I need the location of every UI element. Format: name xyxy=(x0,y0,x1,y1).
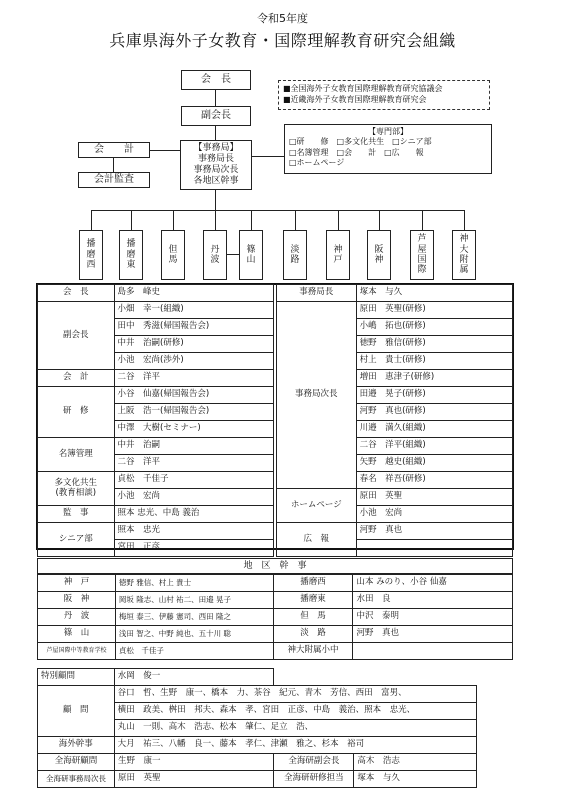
district-row xyxy=(38,592,513,609)
officer-name: 塚本 与久 xyxy=(356,285,512,302)
officer-name: 小池 宏尚 xyxy=(356,506,512,523)
officer-row xyxy=(38,472,274,489)
district-name: 播磨西 xyxy=(273,575,353,592)
officer-name: 二谷 洋平(組織) xyxy=(356,438,512,455)
specialist-row: □ホームページ xyxy=(289,158,345,168)
overseas-label: 海外幹事 xyxy=(38,737,115,754)
vice-president-box: 副会長 xyxy=(181,106,251,126)
advisors-table xyxy=(37,685,477,754)
officer-name: 中井 治嗣(研修) xyxy=(114,336,273,353)
officer-role: 会 長 xyxy=(38,285,115,302)
officer-name: 小谷 仙嘉(帰国報告会) xyxy=(114,387,273,404)
officer-name: 矢野 越史(組織) xyxy=(356,455,512,472)
special-advisor-table xyxy=(37,668,274,686)
secretariat-line: 各地区幹事 xyxy=(193,175,239,186)
secretariat-line: 事務局長 xyxy=(197,154,234,165)
national-role-name: 生野 康一 xyxy=(114,754,273,771)
officer-role: シニア部 xyxy=(38,523,115,557)
officer-name: 徳野 雅信(研修) xyxy=(356,336,512,353)
officer-name: 中井 治嗣 xyxy=(114,438,273,455)
officer-name: 照本 忠光 xyxy=(114,523,273,540)
officer-row xyxy=(277,285,513,302)
district-row xyxy=(38,609,513,626)
district-name: 丹 波 xyxy=(38,609,116,626)
district-name: 但 馬 xyxy=(273,609,353,626)
officer-name: 中澤 大樹(セミナー) xyxy=(114,421,273,438)
branch-tajima: 但 馬 xyxy=(161,230,185,280)
officer-name: 小池 宏尚(渉外) xyxy=(114,353,273,370)
officer-name: 照本 忠光、中島 義治 xyxy=(114,506,273,523)
branch-harima-east: 播 磨 東 xyxy=(119,230,143,280)
branch-ashiya-kokusai: 芦 屋 国 際 xyxy=(410,230,434,280)
advisor-row: 横田 政美、桝田 邦夫、森本 孝、宮田 正彦、中島 義治、照本 忠光、 xyxy=(114,703,476,720)
district-name: 阪 神 xyxy=(38,592,116,609)
officer-name: 上阪 浩一(帰国報告会) xyxy=(114,404,273,421)
officer-role: 会 計 xyxy=(38,370,115,387)
district-name: 播磨東 xyxy=(273,592,353,609)
officer-name: 村上 貴士(研修) xyxy=(356,353,512,370)
officer-row xyxy=(277,302,513,319)
auditor-box: 会計監査 xyxy=(78,172,150,188)
special-advisor-name: 水岡 俊一 xyxy=(114,669,273,686)
specialist-row: □研 修 □多文化共生 □シニア部 xyxy=(289,137,432,147)
officer-name: 河野 真也 xyxy=(356,523,512,540)
specialist-row: □名簿管理 □会 計 □広 報 xyxy=(289,147,424,157)
officer-role: 多文化共生 (教育相談) xyxy=(38,472,115,506)
officer-name: 川邉 満久(組織) xyxy=(356,421,512,438)
officer-row xyxy=(38,370,274,387)
officer-role: 名簿管理 xyxy=(38,438,115,472)
officer-name: 原田 英聖(研修) xyxy=(356,302,512,319)
national-role-name: 高木 浩志 xyxy=(354,754,477,771)
district-officers: 水田 良 xyxy=(353,592,513,609)
secretariat-line: 事務局次長 xyxy=(193,165,239,175)
officer-row xyxy=(277,489,513,506)
officer-row xyxy=(277,523,513,540)
national-role-label: 全海研事務局次長 xyxy=(38,771,115,788)
officer-role: 研 修 xyxy=(38,387,115,438)
officer-name: 増田 恵津子(研修) xyxy=(356,370,512,387)
officer-name: 小嶋 拓也(研修) xyxy=(356,319,512,336)
officer-row xyxy=(38,302,274,319)
officer-row xyxy=(38,506,274,523)
officer-name: 貞松 千佳子 xyxy=(114,472,273,489)
officer-name: 小池 宏尚 xyxy=(114,489,273,506)
district-name: 神大附属小中 xyxy=(273,643,353,660)
district-table xyxy=(37,574,513,660)
affiliation-item: ■全国海外子女教育国際理解教育研究協議会 xyxy=(283,84,443,93)
officer-name: 河野 真也(研修) xyxy=(356,404,512,421)
district-officers: 徳野 雅信、村上 貴士 xyxy=(115,575,273,592)
secretariat-box xyxy=(180,140,252,190)
officers-left-table xyxy=(37,284,274,557)
officer-name: 島多 峰史 xyxy=(114,285,273,302)
branch-shindai-fuzoku: 神 大 附 属 xyxy=(452,230,476,280)
special-advisor-label: 特別顧問 xyxy=(38,669,115,686)
national-role-name: 原田 英聖 xyxy=(114,771,273,788)
specialist-box xyxy=(284,124,492,174)
district-title: 地 区 幹 事 xyxy=(37,558,513,574)
specialist-title: 【専門部】 xyxy=(368,127,408,136)
secretariat-line: 【事務局】 xyxy=(193,143,239,154)
branch-kobe: 神 戸 xyxy=(326,230,350,280)
branch-awaji: 淡 路 xyxy=(283,230,307,280)
national-roles-table xyxy=(37,753,477,788)
affiliations-box xyxy=(278,80,490,110)
district-officers: 浅田 智之、中野 純也、五十川 聡 xyxy=(115,626,273,643)
officer-role: 副会長 xyxy=(38,302,115,370)
advisor-label: 顧 問 xyxy=(38,686,115,737)
officer-role: 広 報 xyxy=(277,523,357,557)
district-officers: 中沢 泰明 xyxy=(353,609,513,626)
officer-row xyxy=(38,523,274,540)
national-role-label: 全海研研修担当 xyxy=(274,771,354,788)
officer-name: 春名 祥吾(研修) xyxy=(356,472,512,489)
officer-role: ホームページ xyxy=(277,489,357,523)
district-name: 淡 路 xyxy=(273,626,353,643)
district-name: 芦屋国際中等教育学校 xyxy=(38,643,116,660)
district-officers: 梅垣 泰三、伊藤 憲司、西田 隆之 xyxy=(115,609,273,626)
president-box: 会 長 xyxy=(181,70,251,90)
overseas-names: 大月 祐三、八幡 良一、藤本 孝仁、津瀬 雅之、杉本 裕司 xyxy=(114,737,476,754)
national-role-label: 全海研顧問 xyxy=(38,754,115,771)
advisor-row: 丸山 一則、高木 浩志、松本 肇仁、足立 浩、 xyxy=(114,720,476,737)
district-officers: 河野 真也 xyxy=(353,626,513,643)
branch-hanshin: 阪 神 xyxy=(367,230,391,280)
officer-name: 小畑 幸一(組織) xyxy=(114,302,273,319)
branch-harima-west: 播 磨 西 xyxy=(79,230,103,280)
officer-name xyxy=(356,540,512,557)
national-role-name: 塚本 与久 xyxy=(354,771,477,788)
district-row xyxy=(38,643,513,660)
officer-name: 二谷 洋平 xyxy=(114,370,273,387)
officer-name: 二谷 洋平 xyxy=(114,455,273,472)
officer-name: 宮田 正彦 xyxy=(114,540,273,557)
advisor-row: 谷口 哲、生野 康一、橋本 力、茶谷 紀元、青木 芳信、西田 富男、 xyxy=(114,686,476,703)
affiliation-item: ■近畿海外子女教育国際理解教育研究会 xyxy=(283,94,427,104)
officer-role: 事務局次長 xyxy=(277,302,357,489)
district-name: 篠 山 xyxy=(38,626,116,643)
district-officers xyxy=(353,643,513,660)
officer-name: 原田 英聖 xyxy=(356,489,512,506)
treasurer-box: 会 計 xyxy=(78,142,150,158)
page-title: 兵庫県海外子女教育・国際理解教育研究会組織 xyxy=(109,31,456,50)
district-row xyxy=(38,575,513,592)
year-label: 令和5年度 xyxy=(257,12,308,25)
district-officers: 山本 みのり、小谷 仙嘉 xyxy=(353,575,513,592)
officer-row xyxy=(38,438,274,455)
branch-sasayama: 篠 山 xyxy=(239,230,263,280)
officer-role: 事務局長 xyxy=(277,285,357,302)
district-row xyxy=(38,626,513,643)
branch-tamba: 丹 波 xyxy=(203,230,227,280)
officer-row xyxy=(38,387,274,404)
officer-name: 田中 秀滋(帰国報告会) xyxy=(114,319,273,336)
district-name: 神 戸 xyxy=(38,575,116,592)
officer-row xyxy=(38,285,274,302)
national-role-label: 全海研副会長 xyxy=(274,754,354,771)
officer-name: 田邉 晃子(研修) xyxy=(356,387,512,404)
officer-role: 監 事 xyxy=(38,506,115,523)
officers-right-table xyxy=(276,284,513,557)
district-officers: 貞松 千佳子 xyxy=(115,643,273,660)
district-officers: 岡坂 隆志、山村 祐二、田邉 晃子 xyxy=(115,592,273,609)
